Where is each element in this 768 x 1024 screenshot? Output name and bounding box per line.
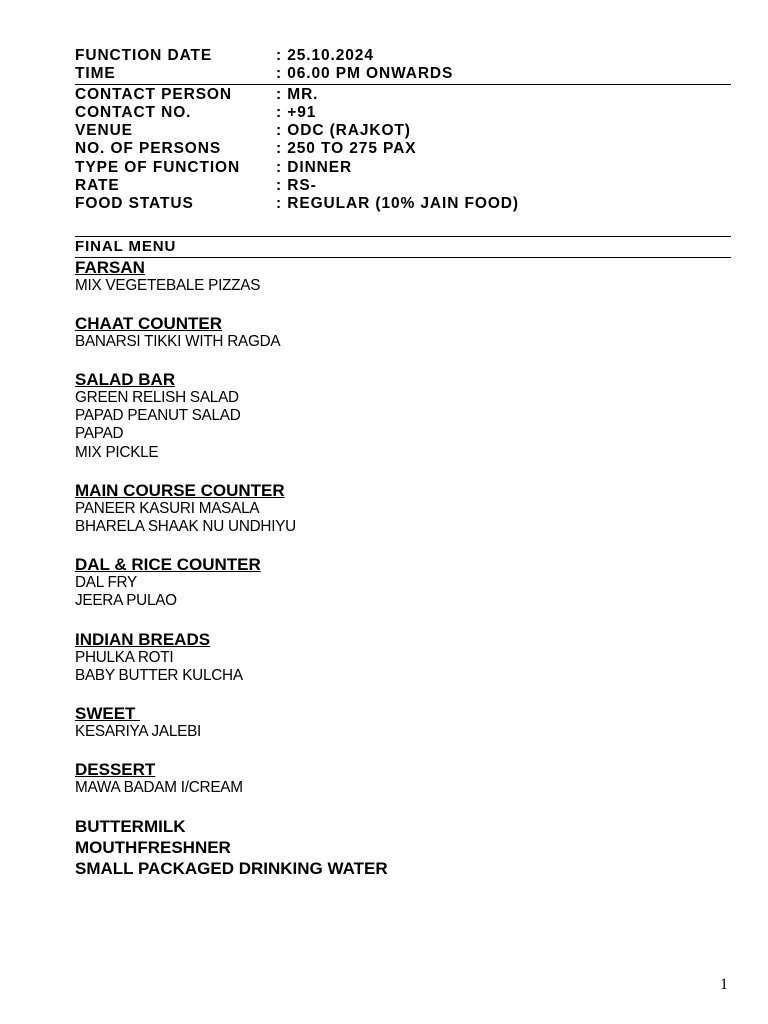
section-title: FARSAN (75, 257, 145, 277)
menu-document (75, 47, 731, 879)
menu-item: BANARSI TIKKI WITH RAGDA (75, 332, 281, 350)
section-title: SALAD BAR (75, 370, 176, 390)
menu-section-dessert (75, 760, 731, 797)
info-row-type-of-function (75, 159, 731, 177)
info-value: : 06.00 PM ONWARDS (276, 65, 454, 83)
menu-item: PANEER KASURI MASALA (75, 499, 260, 517)
info-row-contact-no (75, 104, 731, 122)
info-value: : 250 TO 275 PAX (276, 140, 417, 158)
info-label: RATE (75, 177, 120, 195)
menu-item: MIX PICKLE (75, 443, 159, 461)
menu-item: BABY BUTTER KULCHA (75, 666, 243, 684)
section-title: DAL & RICE COUNTER (75, 555, 261, 575)
info-label: NO. OF PERSONS (75, 140, 222, 158)
info-label: VENUE (75, 122, 133, 140)
info-value: : ODC (RAJKOT) (276, 122, 411, 140)
menu-item: KESARIYA JALEBI (75, 722, 202, 740)
extra-item: SMALL PACKAGED DRINKING WATER (75, 859, 388, 879)
info-row-function-date (75, 47, 731, 65)
info-value: : REGULAR (10% JAIN FOOD) (276, 195, 519, 213)
event-info-table (75, 47, 731, 214)
menu-section-chaat-counter (75, 314, 731, 351)
menu-section-dal-rice-counter (75, 555, 731, 610)
menu-item: PAPAD PEANUT SALAD (75, 407, 241, 425)
menu-item: BHARELA SHAAK NU UNDHIYU (75, 517, 296, 535)
info-label: CONTACT PERSON (75, 85, 232, 103)
menu-section-farsan (75, 258, 731, 295)
menu-section-main-course-counter (75, 481, 731, 536)
info-value: : +91 (276, 103, 317, 121)
info-value: : RS- (276, 177, 317, 195)
menu-item: JEERA PULAO (75, 592, 177, 610)
divider-line (75, 84, 731, 85)
menu-item: PHULKA ROTI (75, 648, 174, 666)
info-value: : DINNER (276, 158, 353, 176)
info-label: TIME (75, 65, 116, 83)
menu-section-salad-bar (75, 370, 731, 462)
menu-sections (75, 258, 731, 798)
info-label: TYPE OF FUNCTION (75, 158, 241, 176)
page-number: 1 (720, 976, 728, 993)
section-title: DESSERT (75, 760, 156, 780)
info-label: FUNCTION DATE (75, 47, 213, 64)
info-row-contact-person (75, 86, 731, 104)
menu-item: DAL FRY (75, 574, 138, 592)
menu-item: GREEN RELISH SALAD (75, 389, 239, 407)
extra-item: MOUTHFRESHNER (75, 838, 231, 858)
menu-section-indian-breads (75, 630, 731, 685)
info-row-time (75, 65, 731, 83)
section-title: SWEET (75, 703, 141, 723)
info-label: FOOD STATUS (75, 195, 194, 213)
info-label: CONTACT NO. (75, 103, 192, 121)
section-title: CHAAT COUNTER (75, 313, 223, 333)
info-row-no-of-persons (75, 140, 731, 158)
section-title: INDIAN BREADS (75, 629, 211, 649)
section-title: MAIN COURSE COUNTER (75, 480, 285, 500)
info-row-rate (75, 177, 731, 195)
final-menu-header (75, 236, 731, 258)
menu-item: MIX VEGETEBALE PIZZAS (75, 276, 261, 294)
extra-item: BUTTERMILK (75, 817, 186, 837)
menu-section-sweet (75, 704, 731, 741)
info-row-food-status (75, 195, 731, 213)
extras-list (75, 816, 731, 879)
info-value: : MR. (276, 85, 319, 103)
menu-item: PAPAD (75, 425, 124, 443)
menu-item: MAWA BADAM I/CREAM (75, 779, 243, 797)
info-row-venue (75, 122, 731, 140)
info-value: : 25.10.2024 (276, 47, 374, 64)
final-menu-title: FINAL MENU (75, 237, 177, 255)
